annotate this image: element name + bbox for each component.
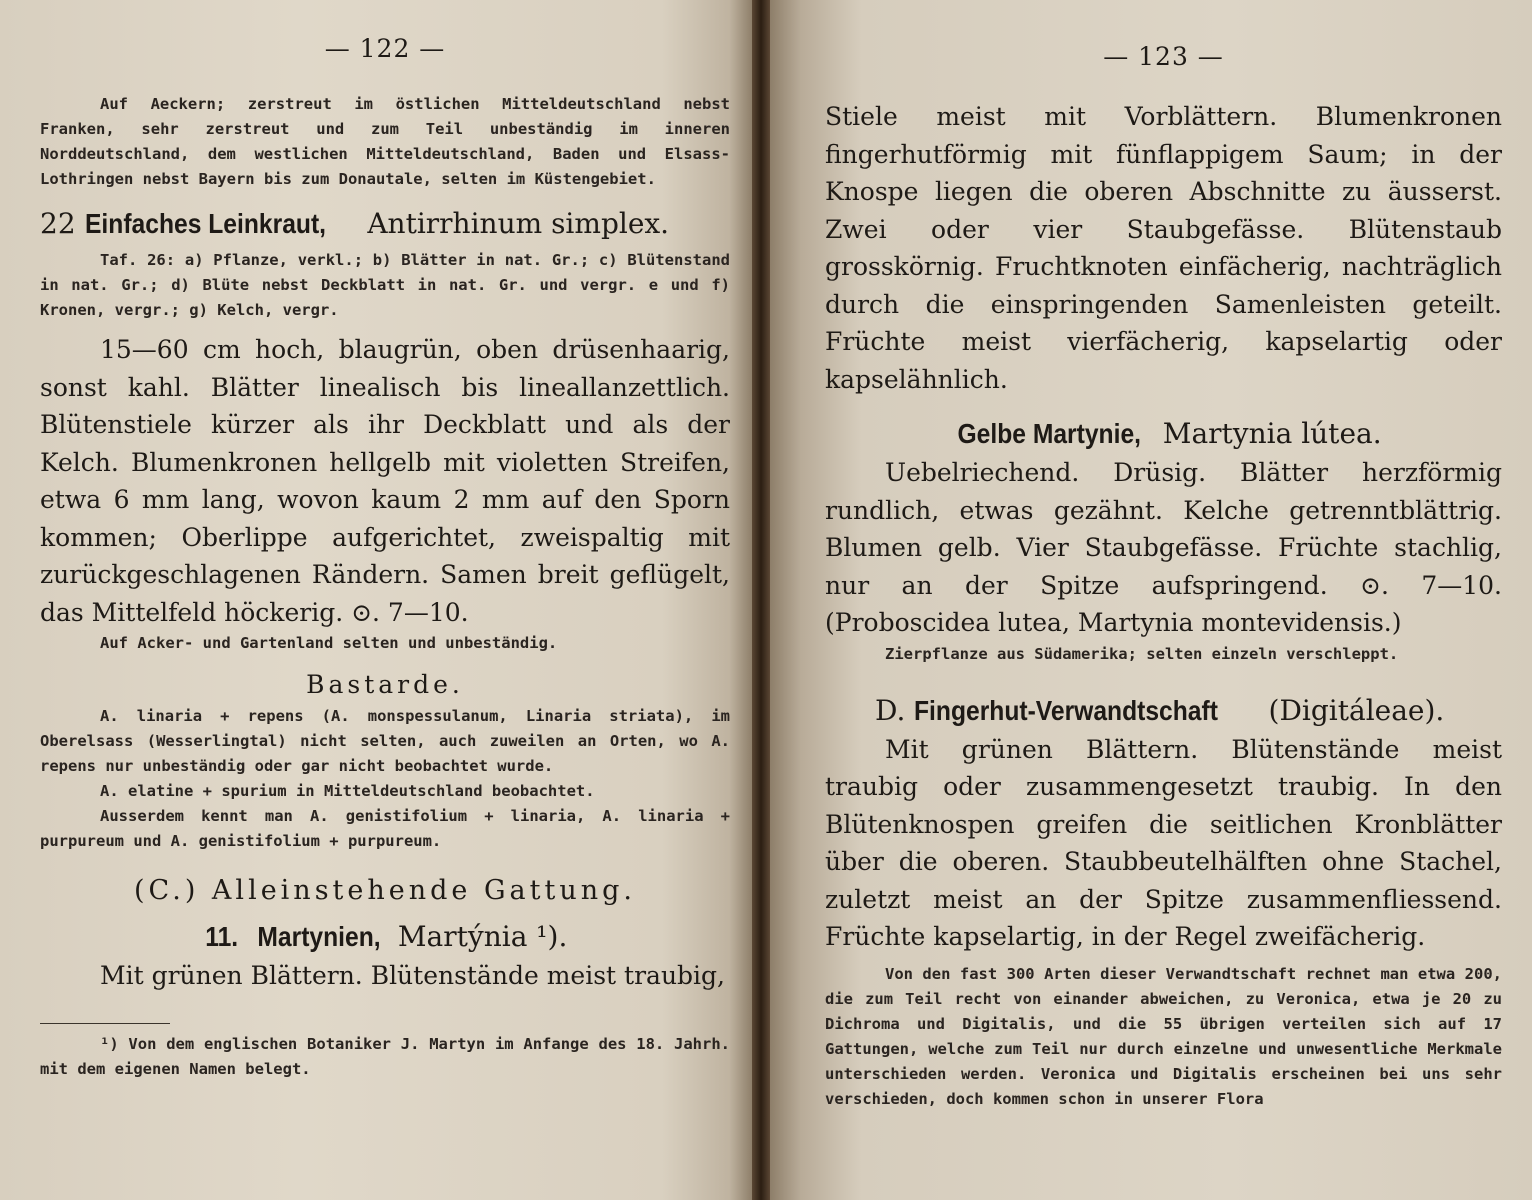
species-number: 22 xyxy=(40,207,76,240)
habitat: Auf Acker- und Gartenland selten und unbeständig. xyxy=(100,634,558,652)
genus-name-lat: Martýnia ¹). xyxy=(397,920,568,953)
bastarde-heading: Bastarde. xyxy=(306,670,464,699)
species-text: Uebelriechend. Drüsig. Blätter herzförmig rundlich, etwas gezähnt. Kelche getrenntblättrig. Blumen gelb. Vier Staubgefässe. Früchte stachlig, nur an der Spitze aufspringend. ⊙. 7—10. (Proboscidea lutea, Martynia montevidensis.) xyxy=(825,458,1502,637)
species-name-lat: Antirrhinum simplex. xyxy=(367,207,670,240)
page-number: — 123 — xyxy=(1103,42,1224,71)
right-page xyxy=(770,0,1532,1200)
species-heading xyxy=(825,414,1502,454)
intro-text: Auf Aeckern; zerstreut im östlichen Mitteldeutschland nebst Franken, sehr zerstreut und zum Teil unbeständig im inneren Norddeutschland, dem westlichen Mitteldeutschland, Baden und Elsass-Lothringen nebst Bayern bis zum Donautale, selten im Küstengebiet. xyxy=(40,95,730,188)
left-page xyxy=(0,0,752,1200)
plate-description: : a) Pflanze, verkl.; b) Blätter in nat. Gr.; c) Blütenstand in nat. Gr.; d) Blüte nebst Deckblatt in nat. Gr. und vergr. e und f) Kronen, vergr.; g) Kelch, vergr. xyxy=(40,251,730,319)
page-number: — 122 — xyxy=(324,34,446,63)
species-name-de: Einfaches Leinkraut, xyxy=(84,208,326,239)
continuation-text: Stiele meist mit Vorblättern. Blumenkronen fingerhutförmig mit fünflappigem Saum; in der Knospe liegen die oberen Abschnitte zu äusserst. Zwei oder vier Staubgefässe. Blütenstaub grosskörnig. Fruchtknoten einfächerig, nachträglich durch die einspringenden Samenleisten geteilt. Früchte meist vierfächerig, kapselartig oder kapselähnlich. xyxy=(825,102,1502,394)
plate-text xyxy=(40,248,730,323)
section-heading: (C.) Alleinstehende Gattung. xyxy=(134,874,636,906)
species-heading xyxy=(40,204,730,244)
genus-name-de: Martynien, xyxy=(257,921,381,952)
genus-text: Mit grünen Blättern. Blütenstände meist traubig, xyxy=(100,961,725,990)
section-letter: D. xyxy=(875,693,906,727)
plate-label: Taf. 26 xyxy=(100,251,166,269)
species-name-de: Gelbe Martynie, xyxy=(957,418,1142,449)
species-name-lat: Martynia lútea. xyxy=(1162,417,1382,450)
genus-heading xyxy=(40,917,730,957)
footnote-rule xyxy=(40,1023,170,1024)
species-habitat: Zierpflanze aus Südamerika; selten einzeln verschleppt. xyxy=(885,644,1399,663)
species-description: 15—60 cm hoch, blaugrün, oben drüsenhaarig, sonst kahl. Blätter linealisch bis lineallanzettlich. Blütenstiele kürzer als ihr Deckblatt und als der Kelch. Blumenkronen hellgelb mit violetten Streifen, etwa 6 mm lang, wovon kaum 2 mm auf den Sporn kommen; Oberlippe aufgerichtet, zweispaltig mit zurückgeschlagenen Rändern. Samen breit geflügelt, das Mittelfeld höckerig. ⊙. 7—10. xyxy=(40,335,730,627)
section-lat: (Digitáleae). xyxy=(1268,693,1445,727)
book-gutter xyxy=(752,0,770,1200)
section-text: Mit grünen Blättern. Blütenstände meist traubig oder zusammengesetzt traubig. In den Blütenknospen greifen die seitlichen Kronblätter über die oberen. Staubbeutelhälften ohne Stachel, zuletzt meist an der Spitze zusammenfliessend. Früchte kapselartig, in der Regel zweifächerig. xyxy=(825,734,1502,951)
section-note: Von den fast 300 Arten dieser Verwandtschaft rechnet man etwa 200, die zum Teil recht von einander abweichen, zu Veronica, etwa je 20 zu Dichroma und Digitalis, und die 55 übrigen verteilen sich auf 17 Gattungen, welche zum Teil nur durch einzelne und unwesentliche Merkmale unterschieden werden. Veronica und Digitalis erscheinen bei uns sehr verschieden, doch kommen schon in unserer Flora xyxy=(825,964,1502,1108)
bastarde-item: A. linaria + repens (A. monspessulanum, Linaria striata), im Oberelsass (Wesserlingtal) nicht selten, auch zuweilen an Orten, wo A. repens nur unbeständig oder gar nicht beobachtet wurde. xyxy=(40,706,730,775)
genus-number: 11. xyxy=(204,921,238,952)
bastarde-item: A. elatine + spurium in Mitteldeutschland beobachtet. xyxy=(100,781,595,800)
footnote: ¹) Von dem englischen Botaniker J. Martyn im Anfange des 18. Jahrh. mit dem eigenen Namen belegt. xyxy=(40,1034,730,1078)
section-name: Fingerhut-Verwandtschaft xyxy=(914,694,1219,726)
section-heading xyxy=(825,691,1502,731)
bastarde-item: Ausserdem kennt man A. genistifolium + linaria, A. linaria + purpureum und A. genistifolium + purpureum. xyxy=(40,806,730,850)
